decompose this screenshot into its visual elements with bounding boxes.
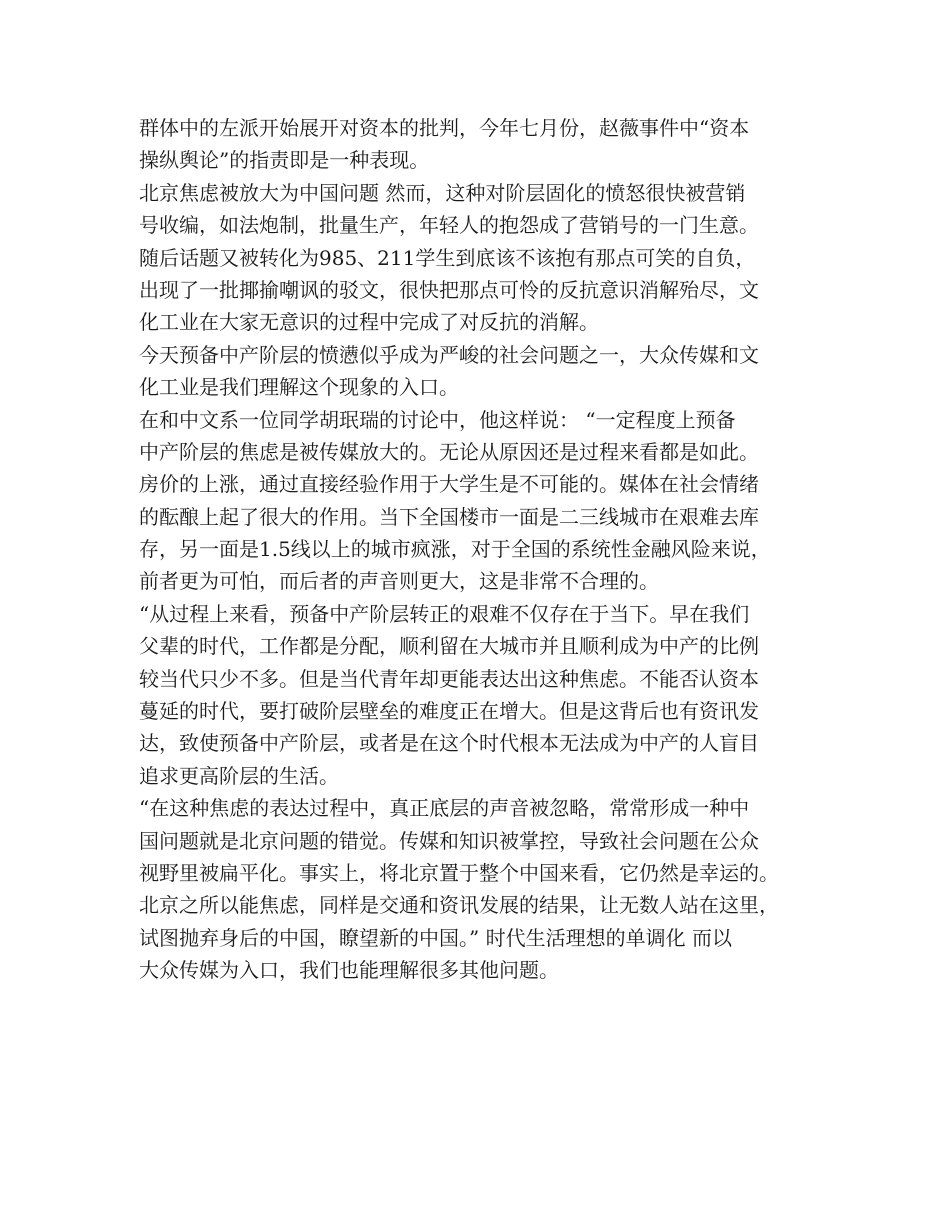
text-line: 出现了一批揶揄嘲讽的驳文，很快把那点可怜的反抗意识消解殆尽，文 [139, 277, 759, 302]
text-line: 蔓延的时代，要打破阶层壁垒的难度正在增大。但是这背后也有资讯发 [139, 699, 759, 724]
text-line: 中产阶层的焦虑是被传媒放大的。无论从原因还是过程来看都是如此。 [139, 439, 759, 464]
text-line: 较当代只少不多。但是当代青年却更能表达出这种焦虑。不能否认资本 [139, 666, 759, 691]
text-line: 号收编，如法炮制，批量生产，年轻人的抱怨成了营销号的一门生意。 [139, 213, 759, 238]
text-line: 存，另一面是1.5线以上的城市疯涨，对于全国的系统性金融风险来说， [139, 537, 771, 562]
text-line: 达，致使预备中产阶层，或者是在这个时代根本无法成为中产的人盲目 [139, 731, 759, 756]
text-line: 北京之所以能焦虑，同样是交通和资讯发展的结果，让无数人站在这里， [139, 893, 779, 918]
text-line: 随后话题又被转化为985、211学生到底该不该抱有那点可笑的自负， [139, 245, 756, 270]
article-body [139, 112, 839, 987]
text-line: 的酝酿上起了很大的作用。当下全国楼市一面是二三线城市在艰难去库 [139, 504, 759, 529]
text-line: 化工业是我们理解这个现象的入口。 [139, 375, 459, 400]
text-line: “在这种焦虑的表达过程中，真正底层的声音被忽略，常常形成一种中 [139, 796, 750, 821]
text-line: 在和中文系一位同学胡珉瑞的讨论中，他这样说： “一定程度上预备 [139, 407, 736, 432]
text-line: “从过程上来看，预备中产阶层转正的艰难不仅存在于当下。早在我们 [139, 601, 750, 626]
text-line: 试图抛弃身后的中国，瞭望新的中国。” 时代生活理想的单调化 而以 [139, 925, 732, 950]
text-line: 群体中的左派开始展开对资本的批判，今年七月份，赵薇事件中“资本 [139, 116, 750, 140]
text-line: 北京焦虑被放大为中国问题 然而，这种对阶层固化的愤怒很快被营销 [139, 180, 746, 205]
text-line: 大众传媒为入口，我们也能理解很多其他问题。 [139, 958, 559, 983]
text-line: 追求更高阶层的生活。 [139, 763, 339, 788]
text-line: 父辈的时代，工作都是分配，顺利留在大城市并且顺利成为中产的比例 [139, 634, 759, 659]
text-line: 视野里被扁平化。事实上，将北京置于整个中国来看，它仍然是幸运的。 [139, 860, 779, 885]
text-line: 国问题就是北京问题的错觉。传媒和知识被掌控，导致社会问题在公众 [139, 828, 759, 853]
text-line: 化工业在大家无意识的过程中完成了对反抗的消解。 [139, 310, 599, 335]
text-line: 前者更为可怕，而后者的声音则更大，这是非常不合理的。 [139, 569, 659, 594]
text-line: 房价的上涨，通过直接经验作用于大学生是不可能的。媒体在社会情绪 [139, 472, 759, 497]
text-line: 操纵舆论”的指责即是一种表现。 [139, 148, 430, 173]
text-line: 今天预备中产阶层的愤懑似乎成为严峻的社会问题之一，大众传媒和文 [139, 342, 759, 367]
